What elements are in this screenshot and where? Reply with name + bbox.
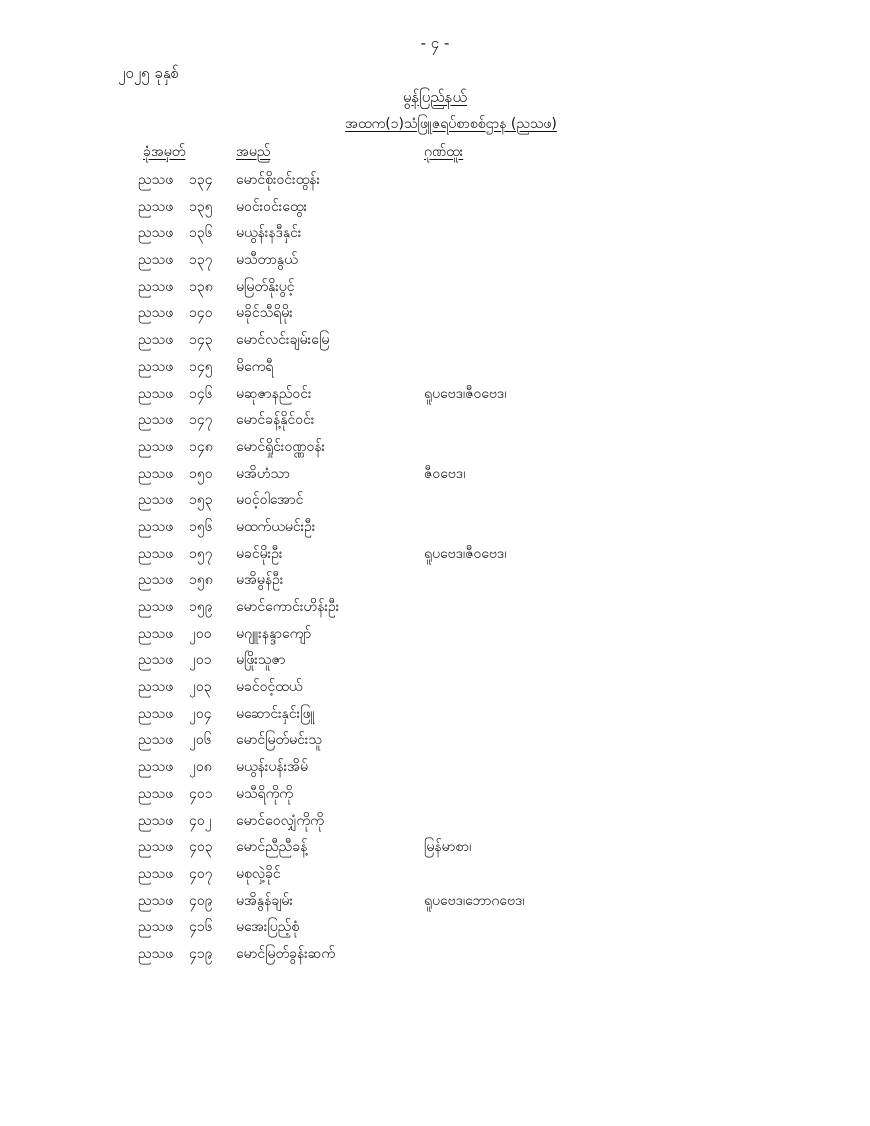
table-row xyxy=(0,408,870,435)
table-row xyxy=(0,755,870,782)
row-prefix: ညသဖ xyxy=(138,358,174,375)
table-row xyxy=(0,782,870,809)
row-name: မောင်လင်းချမ်းမြေ xyxy=(236,332,330,349)
row-roll-number: ၁၄၈ xyxy=(189,438,213,455)
row-prefix: ညသဖ xyxy=(138,518,174,535)
row-name: မောင်မြတ်ခွန်းဆက် xyxy=(236,945,336,962)
row-prefix: ညသဖ xyxy=(138,278,174,295)
table-row xyxy=(0,942,870,969)
row-prefix: ညသဖ xyxy=(138,172,174,188)
row-name: မောင်ညီညီခန့် xyxy=(236,839,308,856)
row-name: မဝင်းဝင်းထွေး xyxy=(236,198,308,215)
table-row xyxy=(0,221,870,248)
row-prefix: ညသဖ xyxy=(138,412,174,429)
row-name: မထက်ယမင်းဦး xyxy=(236,518,316,535)
row-roll-number: ၄၁၉ xyxy=(189,945,213,962)
row-prefix: ညသဖ xyxy=(138,252,174,269)
row-prefix: ညသဖ xyxy=(138,385,174,402)
row-name: မောင်ဝေလျှံကိုကို xyxy=(236,812,324,829)
row-roll-number: ၄၀၂ xyxy=(189,812,212,829)
row-prefix: ညသဖ xyxy=(138,652,174,669)
row-name: မအေးပြည့်စုံ xyxy=(236,919,300,936)
row-name: မဖြိုးသူဇာ xyxy=(236,652,286,669)
row-roll-number: ၁၃၄ xyxy=(189,172,213,188)
row-prefix: ညသဖ xyxy=(138,839,174,856)
region-title-text: မွန်ပြည်နယ် xyxy=(402,88,468,106)
row-prefix: ညသဖ xyxy=(138,438,174,455)
row-roll-number: ၂၀၆ xyxy=(189,732,212,749)
row-roll-number: ၁၃၅ xyxy=(189,198,213,215)
row-roll-number: ၂၀၁ xyxy=(189,652,212,669)
row-name: မအိဟံသာ xyxy=(236,465,290,482)
row-prefix: ညသဖ xyxy=(138,812,174,829)
row-roll-number: ၄၀၁ xyxy=(189,785,213,802)
row-roll-number: ၁၃၇ xyxy=(189,252,213,269)
row-name: မောင်စိုးဝင်းထွန်း xyxy=(236,172,321,188)
row-name: မခင်မိုးဦး xyxy=(236,545,283,562)
row-prefix: ညသဖ xyxy=(138,785,174,802)
row-name: မမြတ်နိုးပွင့် xyxy=(236,278,295,295)
row-prefix: ညသဖ xyxy=(138,679,174,696)
row-distinction: ရူပဗေဒ၊ဇီဝဗေဒ၊ xyxy=(424,385,507,402)
row-name: မိကေရီ xyxy=(236,358,274,375)
header-distinction: ဂုဏ်ထူး xyxy=(424,144,464,160)
table-row xyxy=(0,462,870,489)
table-row xyxy=(0,622,870,649)
table-row xyxy=(0,835,870,862)
table-row xyxy=(0,568,870,595)
row-name: မဆောင်းနှင်းဖြူ xyxy=(236,705,315,722)
table-row xyxy=(0,809,870,836)
row-name: မအိမွန်ဦး xyxy=(236,572,284,589)
row-name: မောင်ကောင်းဟိန်းဦး xyxy=(236,599,340,615)
row-roll-number: ၁၅၃ xyxy=(189,492,213,509)
school-title xyxy=(336,114,566,135)
row-prefix: ညသဖ xyxy=(138,919,174,936)
row-name: မယွန်းပန်းအိမ် xyxy=(236,759,309,776)
table-row xyxy=(0,595,870,622)
row-name: မောင်ရှိုင်းဝဏ္ဏဝန်း xyxy=(236,438,326,455)
table-row xyxy=(0,195,870,222)
table-row xyxy=(0,515,870,542)
row-roll-number: ၁၅၈ xyxy=(189,572,213,589)
row-roll-number: ၂၀၃ xyxy=(189,679,212,696)
row-prefix: ညသဖ xyxy=(138,332,174,349)
table-row xyxy=(0,915,870,942)
table-row xyxy=(0,702,870,729)
row-prefix: ညသဖ xyxy=(138,892,174,909)
row-distinction: ဇီဝဗေဒ၊ xyxy=(424,465,466,482)
row-prefix: ညသဖ xyxy=(138,625,174,642)
row-roll-number: ၁၄၅ xyxy=(189,358,213,375)
row-prefix: ညသဖ xyxy=(138,572,174,589)
row-roll-number: ၁၅၇ xyxy=(189,545,213,562)
table-row xyxy=(0,275,870,302)
row-roll-number: ၄၀၇ xyxy=(189,865,213,882)
row-roll-number: ၁၄၆ xyxy=(189,385,213,402)
exam-year: ၂၀၂၅ ခုနှစ် xyxy=(118,64,180,82)
row-roll-number: ၁၃၆ xyxy=(189,225,213,242)
row-name: မအိနွန်ချမ်း xyxy=(236,892,293,909)
row-name: မောင်မြတ်မင်းသူ xyxy=(236,732,322,749)
table-header xyxy=(0,142,870,164)
row-prefix: ညသဖ xyxy=(138,732,174,749)
row-roll-number: ၄၀၉ xyxy=(189,892,213,909)
row-roll-number: ၄၀၃ xyxy=(189,839,213,856)
row-roll-number: ၂၀၄ xyxy=(189,705,212,722)
table-row xyxy=(0,728,870,755)
row-roll-number: ၁၅၉ xyxy=(189,599,213,615)
table-row xyxy=(0,382,870,409)
row-distinction: ရူပဗေဒ၊ဇီဝဗေဒ၊ xyxy=(424,545,507,562)
row-prefix: ညသဖ xyxy=(138,759,174,776)
row-name: မသီတာနွယ် xyxy=(236,252,298,269)
table-row xyxy=(0,355,870,382)
header-roll-number: ခုံအမှတ် xyxy=(143,144,186,160)
row-prefix: ညသဖ xyxy=(138,198,174,215)
table-row xyxy=(0,301,870,328)
row-name: မသီရိကိုကို xyxy=(236,785,293,802)
table-row xyxy=(0,435,870,462)
table-row xyxy=(0,488,870,515)
row-roll-number: ၄၁၆ xyxy=(189,919,213,936)
table-row xyxy=(0,862,870,889)
row-name: မဂျူးနန္ဒာကျော် xyxy=(236,625,312,642)
row-name: မယွန်းနဒီနှင်း xyxy=(236,225,302,242)
row-prefix: ညသဖ xyxy=(138,599,174,615)
row-roll-number: ၂၀၈ xyxy=(189,759,212,776)
row-name: မခိုင်သီရိမိုး xyxy=(236,305,293,322)
row-prefix: ညသဖ xyxy=(138,225,174,242)
row-distinction: ရူပဗေဒ၊ဘောဂဗေဒ၊ xyxy=(424,892,525,909)
row-prefix: ညသဖ xyxy=(138,545,174,562)
row-roll-number: ၁၄၃ xyxy=(189,332,213,349)
row-prefix: ညသဖ xyxy=(138,465,174,482)
row-prefix: ညသဖ xyxy=(138,492,174,509)
results-list xyxy=(0,168,870,969)
table-row xyxy=(0,542,870,569)
row-distinction: မြန်မာစာ၊ xyxy=(424,839,472,856)
row-roll-number: ၂၀၀ xyxy=(189,625,212,642)
row-roll-number: ၁၄၀ xyxy=(189,305,213,322)
table-row xyxy=(0,168,870,195)
row-roll-number: ၁၄၇ xyxy=(189,412,213,429)
table-row xyxy=(0,648,870,675)
row-name: မခင်ဝင့်ထယ် xyxy=(236,679,303,696)
row-name: မဆုဇာနည်ဝင်း xyxy=(236,385,312,402)
row-prefix: ညသဖ xyxy=(138,865,174,882)
row-name: မောင်ခန့်နိုင်ဝင်း xyxy=(236,412,315,429)
row-roll-number: ၁၃၈ xyxy=(189,278,213,295)
table-row xyxy=(0,248,870,275)
table-row xyxy=(0,675,870,702)
row-roll-number: ၁၅၆ xyxy=(189,518,213,535)
row-roll-number: ၁၅၀ xyxy=(189,465,213,482)
table-row xyxy=(0,889,870,916)
page-number: - ၄ - xyxy=(420,34,450,52)
row-prefix: ညသဖ xyxy=(138,945,174,962)
row-name: မစုလှဲ့ခိုင် xyxy=(236,865,281,882)
row-name: မဝင့်ဝါအောင် xyxy=(236,492,304,509)
row-prefix: ညသဖ xyxy=(138,705,174,722)
region-title xyxy=(0,88,870,110)
row-prefix: ညသဖ xyxy=(138,305,174,322)
header-name: အမည် xyxy=(236,144,271,160)
table-row xyxy=(0,328,870,355)
school-title-text: အထက(၁)သံဖြူဇရပ်စာစစ်ဌာန (ညသဖ) xyxy=(345,116,557,132)
